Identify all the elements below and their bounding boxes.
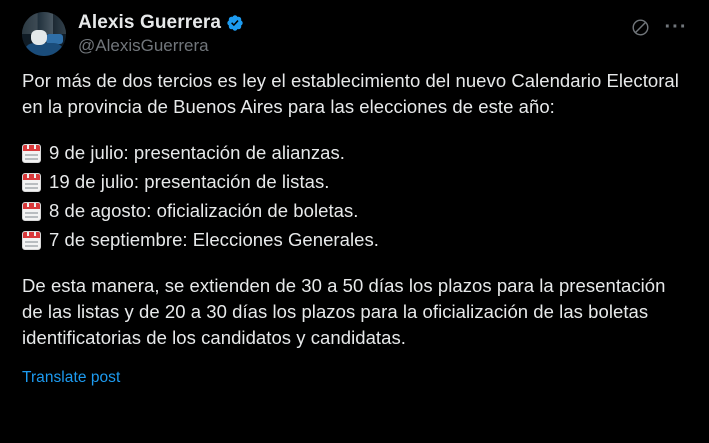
not-interested-icon[interactable] <box>629 16 651 38</box>
avatar-shirt <box>24 43 64 56</box>
list-item-label: 19 de julio: presentación de listas. <box>49 171 330 192</box>
list-item <box>22 169 687 195</box>
translate-post-link[interactable]: Translate post <box>22 369 121 386</box>
list-item-label: 7 de septiembre: Elecciones Generales. <box>49 229 379 250</box>
calendar-emoji-icon <box>22 231 41 250</box>
avatar-face <box>31 30 47 45</box>
list-item <box>22 198 687 224</box>
author-name-block <box>78 10 244 57</box>
calendar-emoji-icon <box>22 202 41 221</box>
post-paragraph-closing: De esta manera, se extienden de 30 a 50 días los plazos para la presentación de las listas y de 20 a 30 días los plazos para la oficialización de las boletas identificatorias de los candidatos y candidatas. <box>22 275 666 348</box>
list-item <box>22 227 687 253</box>
post-bullet-list <box>22 140 687 253</box>
post-body <box>22 68 687 389</box>
author-display-name[interactable]: Alexis Guerrera <box>78 12 222 33</box>
list-item-label: 8 de agosto: oficialización de boletas. <box>49 200 359 221</box>
calendar-emoji-icon <box>22 144 41 163</box>
avatar[interactable] <box>22 12 66 56</box>
more-options-label: ··· <box>664 16 688 38</box>
post-paragraph-intro: Por más de dos tercios es ley el establecimiento del nuevo Calendario Electoral en la provincia de Buenos Aires para las elecciones de este año: <box>22 70 679 117</box>
display-name-row <box>78 11 244 34</box>
list-item-label: 9 de julio: presentación de alianzas. <box>49 142 345 163</box>
calendar-emoji-icon <box>22 173 41 192</box>
header-actions <box>629 10 687 38</box>
verified-badge-icon <box>226 14 244 32</box>
list-item <box>22 140 687 166</box>
more-options-icon[interactable] <box>665 16 687 38</box>
post-header <box>22 10 687 62</box>
author-handle[interactable]: @AlexisGuerrera <box>78 36 209 55</box>
